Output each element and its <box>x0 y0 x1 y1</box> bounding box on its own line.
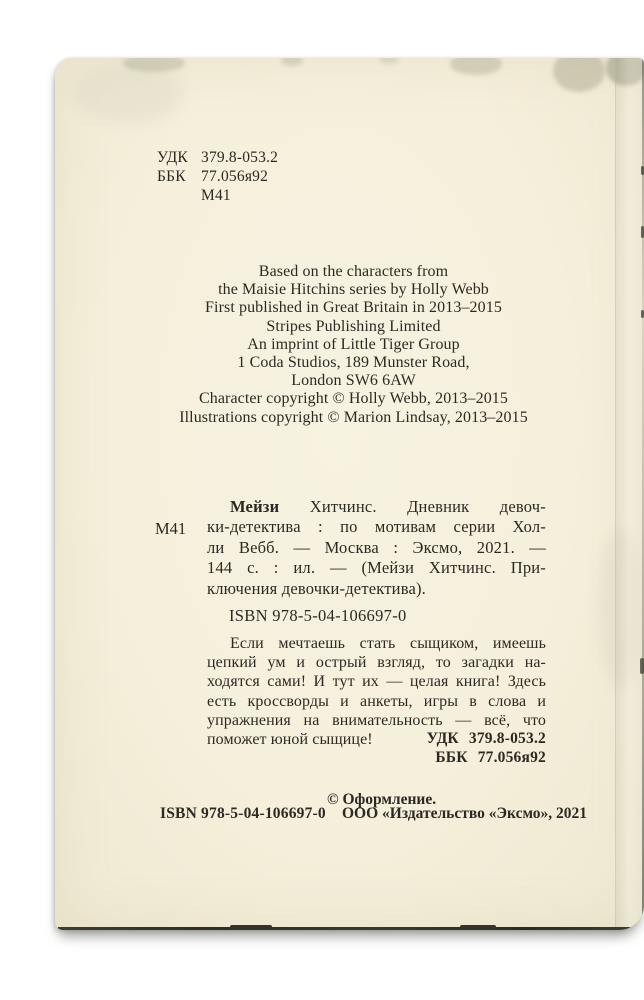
catalog-card-paragraph <box>207 497 546 599</box>
catalog-line <box>207 497 546 517</box>
imprint-line: Character copyright © Holly Webb, 2013–2015 <box>198 390 509 408</box>
catalog-line-rest: Хитчинс. Дневник девоч- <box>279 497 546 516</box>
bbk-label: ББК <box>435 748 468 766</box>
imprint-line: the Maisie Hitchins series by Holly Webb <box>218 281 489 299</box>
imprint-line: First published in Great Britain in 2013–2015 <box>205 299 502 317</box>
catalog-line: ли Вебб. — Москва : Эксмо, 2021. — <box>207 537 546 557</box>
bbk-value: 77.056я92 <box>477 748 546 766</box>
paper-stain <box>73 62 183 124</box>
design-copyright-line: © Оформление. <box>327 791 437 808</box>
page-edge-notch <box>230 925 272 930</box>
top-classification-block <box>157 148 278 205</box>
paper-stain <box>281 58 303 66</box>
author-sign-code: М41 <box>201 187 231 204</box>
imprint-line: 1 Coda Studios, 189 Munster Road, <box>237 354 470 372</box>
catalog-title-bold: Мейзи <box>230 497 280 516</box>
annotation-line: упражнения на внимательность — всё, что <box>207 711 546 729</box>
paper-stain <box>450 58 502 75</box>
page-edge-notch <box>460 925 496 930</box>
bbk-label: ББК <box>157 168 186 185</box>
imprint-line: An imprint of Little Tiger Group <box>247 335 460 353</box>
catalog-line: ки-детектива : по мотивам серии Хол- <box>207 517 546 537</box>
edge-speck <box>640 658 644 674</box>
imprint-page <box>55 58 644 930</box>
udk-value: 379.8-053.2 <box>468 730 546 747</box>
bbk-line-bottom <box>427 749 546 768</box>
page-crease <box>615 58 644 930</box>
udk-line <box>157 148 278 167</box>
udk-value: 379.8-053.2 <box>201 149 279 166</box>
udk-label: УДК <box>157 149 188 166</box>
udk-line-bottom <box>427 730 546 749</box>
annotation-line: ходятся сами! И тут их — целая книга! Здесь <box>207 673 546 691</box>
annotation-line: поможет юной сыщице! <box>207 731 373 749</box>
annotation-line: есть кроссворды и анкеты, игры в слова и <box>207 692 546 710</box>
imprint-line: Illustrations copyright © Marion Lindsay, 2013–2015 <box>179 408 528 426</box>
annotation-line: цепкий ум и острый взгляд, то загадки на- <box>207 654 546 672</box>
isbn-line: ISBN 978-5-04-106697-0 <box>229 606 407 625</box>
catalog-code: М41 <box>155 519 187 538</box>
imprint-line: London SW6 6AW <box>291 372 416 390</box>
publisher-line: ООО «Издательство «Эксмо», 2021 <box>342 805 588 822</box>
bbk-value: 77.056я92 <box>201 168 269 185</box>
author-sign-line <box>157 186 278 205</box>
imprint-line: Stripes Publishing Limited <box>266 317 441 335</box>
catalog-line: 144 с. : ил. — (Мейзи Хитчинс. При- <box>207 558 546 578</box>
bbk-line <box>157 167 278 186</box>
paper-stain <box>553 58 605 92</box>
page-edge-bottom <box>58 927 644 930</box>
bottom-classification-block <box>427 730 546 767</box>
footer-isbn: ISBN 978-5-04-106697-0 <box>160 805 326 822</box>
imprint-line: Based on the characters from <box>258 263 449 280</box>
udk-label: УДК <box>426 730 459 747</box>
catalog-line: ключения девочки-детектива). <box>207 578 427 598</box>
annotation-line: Если мечтаешь стать сыщиком, имеешь <box>230 635 546 652</box>
paper-stain <box>379 58 399 64</box>
english-imprint-block <box>59 263 644 427</box>
